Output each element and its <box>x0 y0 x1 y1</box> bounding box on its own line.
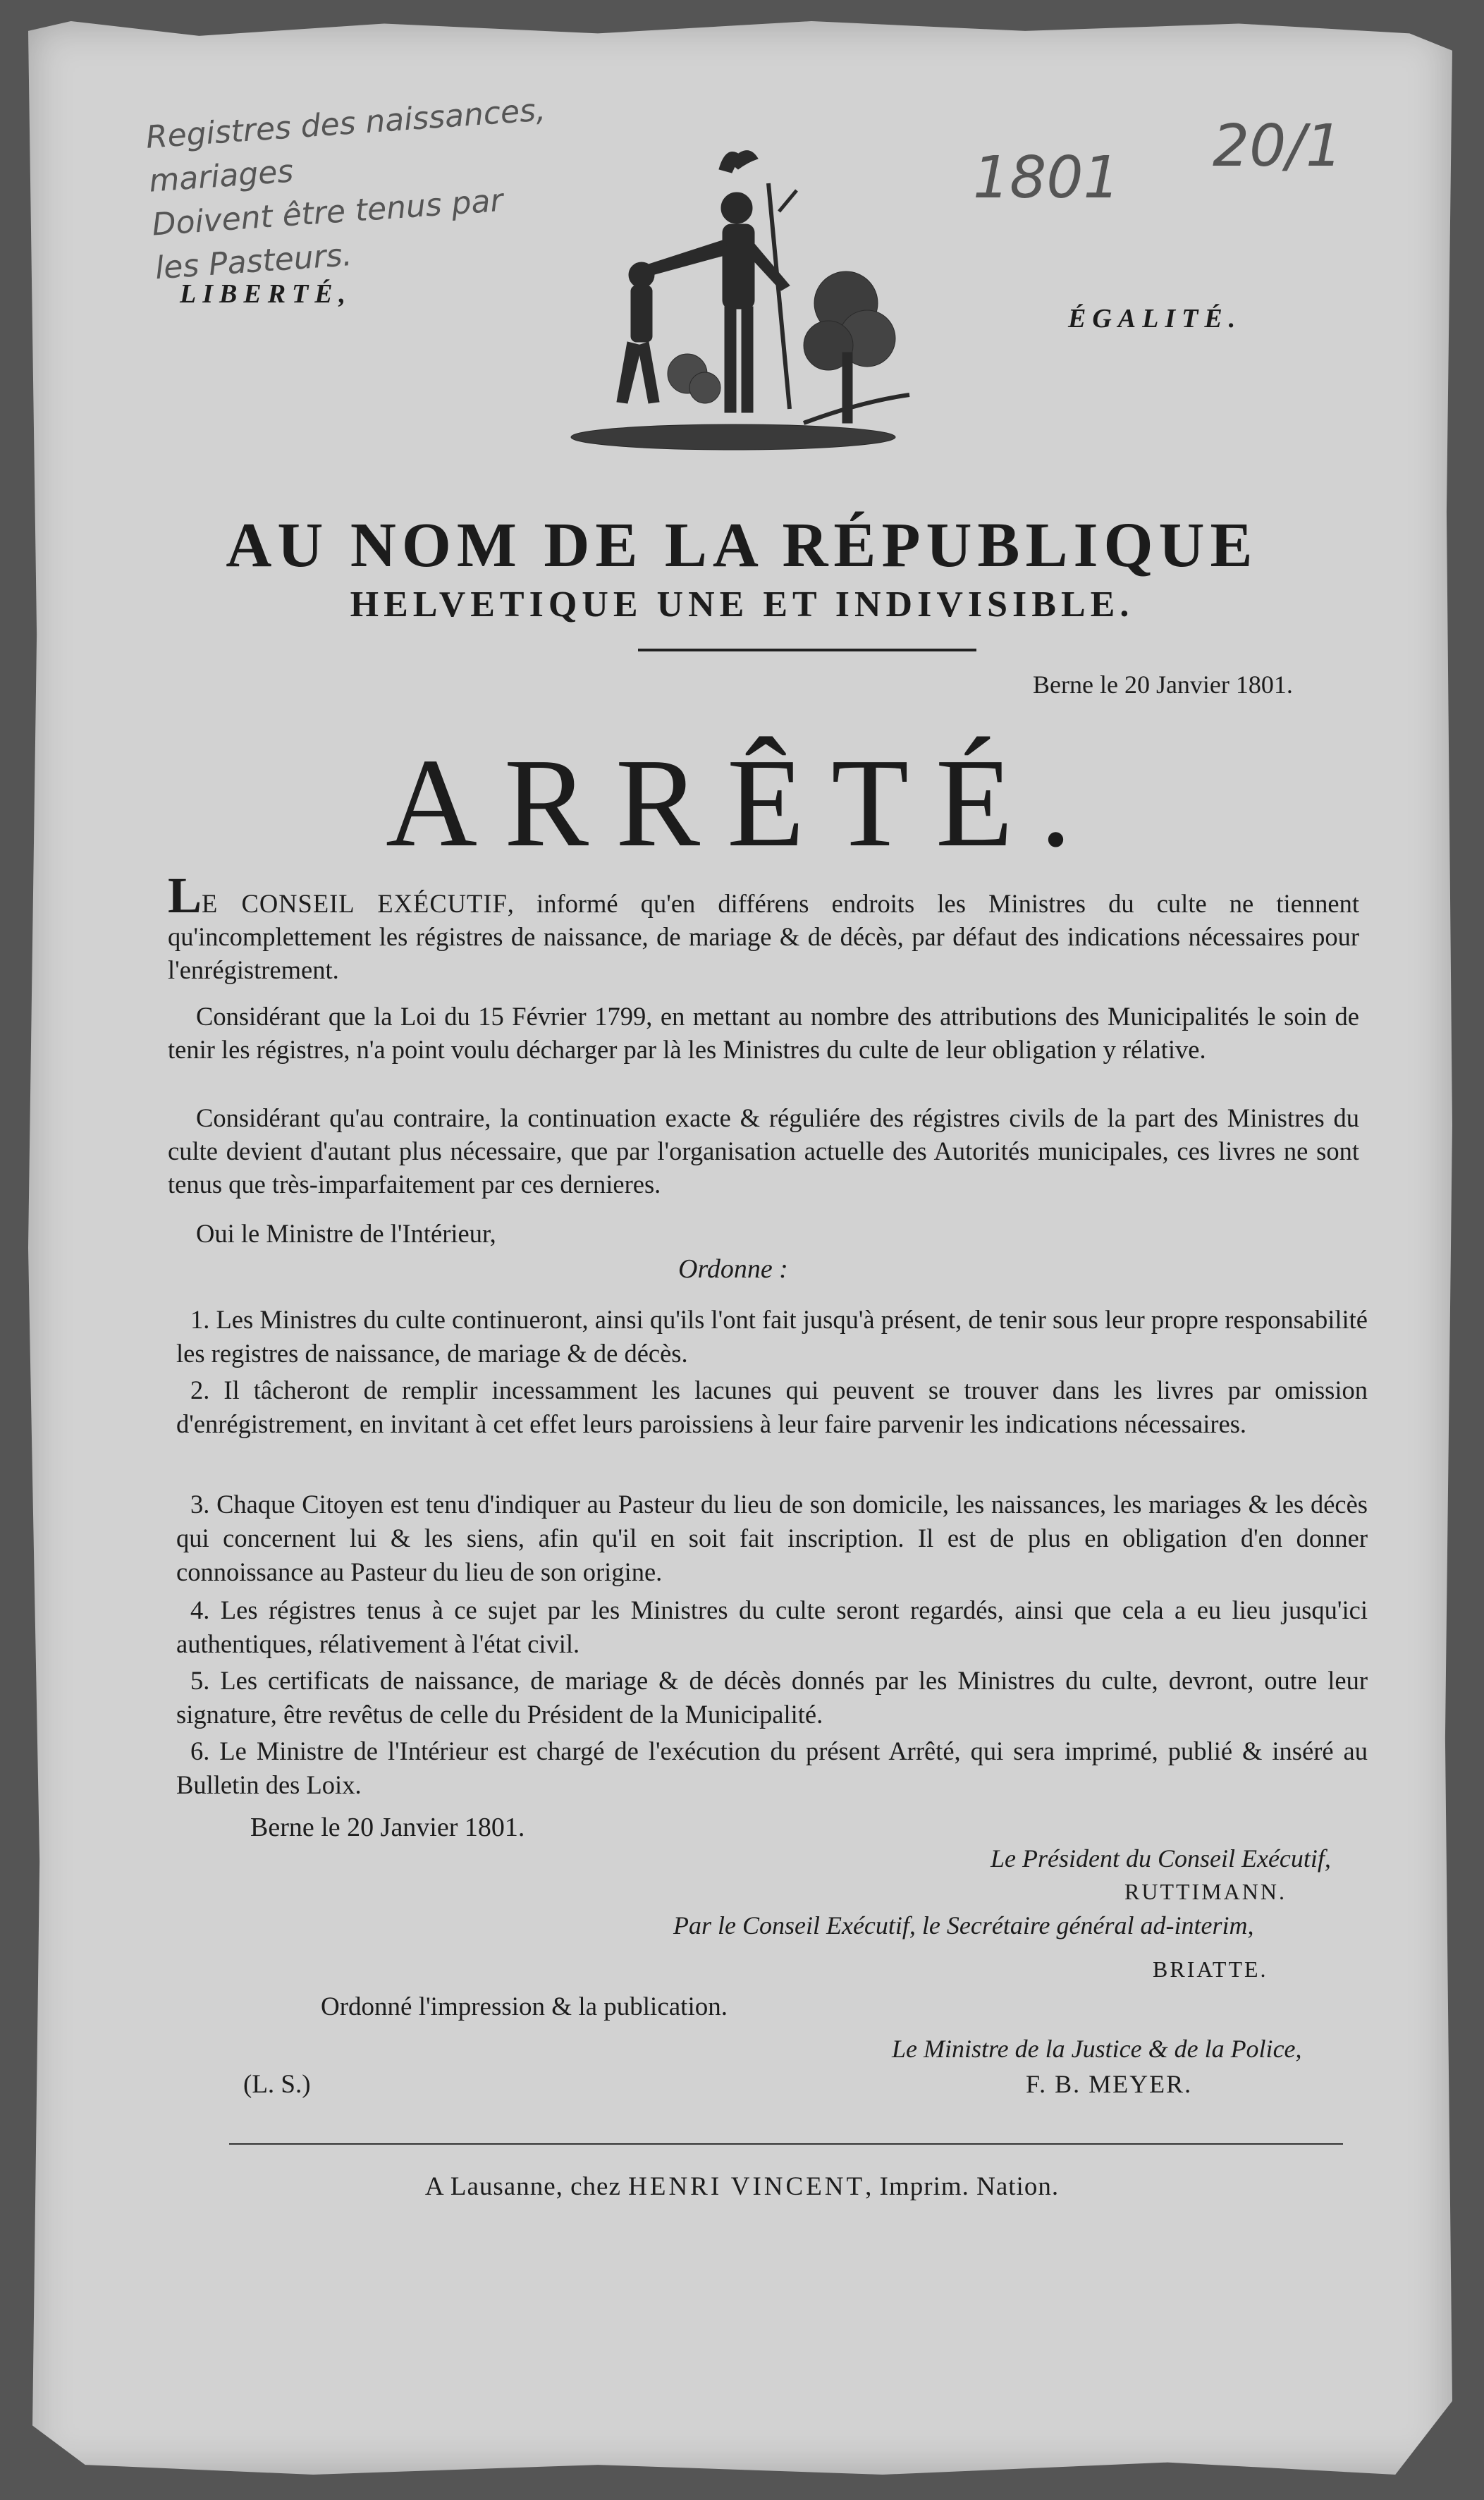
arrete-heading: ARRÊTÉ. <box>386 733 1098 873</box>
minister-name: F. B. MEYER. <box>1026 2070 1193 2098</box>
archive-year: 1801 <box>973 145 1120 212</box>
title-republique: AU NOM DE LA RÉPUBLIQUE <box>226 510 1258 580</box>
article-3: 3. Chaque Citoyen est tenu d'indiquer au Pasteur du lieu de son domicile, les naissances, les mariages & les décès qui concernent lui & les siens, afin qu'il en soit fait inscription. Il est de plus en obligation d'en donner connoissance au Pasteur du lieu de son origine. <box>176 1490 1368 1586</box>
woodcut-vignette <box>536 141 931 458</box>
footer-rule <box>229 2143 1343 2145</box>
motto-liberte: LIBERTÉ, <box>180 279 352 309</box>
article-4: 4. Les régistres tenus à ce sujet par les Ministres du culte seront regardés, ainsi que cela a eu lieu jusqu'ici authentiques, rélativement à l'état civil. <box>176 1595 1368 1658</box>
article-1: 1. Les Ministres du culte continueront, ainsi qu'ils l'ont fait jusqu'à présent, de tenir sous leur propre responsabilité les registres de naissance, de mariage & de décès. <box>176 1305 1368 1368</box>
ordonne: Ordonne : <box>678 1254 788 1284</box>
title-helvetique: HELVETIQUE UNE ET INDIVISIBLE. <box>350 584 1134 625</box>
president-name: RUTTIMANN. <box>1124 1879 1287 1904</box>
printer-name: HENRI VINCENT <box>628 2172 866 2201</box>
considerant-1: Considérant que la Loi du 15 Février 1799, en mettant au nombre des attributions des Municipalités le soin de tenir les régistres, n'a point voulu décharger par là les Ministres du culte de leur obligation y rélative. <box>168 1002 1359 1064</box>
printer-prefix: A Lausanne, chez <box>424 2172 621 2201</box>
dateline: Berne le 20 Janvier 1801. <box>250 1813 525 1842</box>
oui-ministre: Oui le Ministre de l'Intérieur, <box>196 1219 496 1248</box>
secretary-title: Par le Conseil Exécutif, le Secrétaire général ad-interim, <box>673 1911 1254 1940</box>
preamble-paragraph <box>168 867 1359 986</box>
article-5: 5. Les certificats de naissance, de mariage & de décès donnés par les Ministres du culte, devront, outre leur signature, être revêtus de celle du Président de la Municipalité. <box>176 1666 1368 1729</box>
printer-suffix: , Imprim. Nation. <box>865 2172 1060 2201</box>
preamble-rest: , informé qu'en différens endroits les Ministres du culte ne tiennent qu'incomplettement les régistres de naissance, de mariage & de décès, par défaut des indications nécessaires pour l'enrégistrement. <box>168 889 1359 984</box>
seal-mark: (L. S.) <box>243 2070 311 2099</box>
secretary-name: BRIATTE. <box>1153 1956 1268 1982</box>
motto-egalite: ÉGALITÉ. <box>1068 304 1242 333</box>
archive-handwritten-note: Registres des naissances, mariages Doivent être tenus par les Pasteurs. <box>145 92 547 287</box>
conseil-executif: E CONSEIL EXÉCUTIF <box>202 889 508 918</box>
president-title: Le Président du Conseil Exécutif, <box>991 1844 1331 1873</box>
order-line: Ordonné l'impression & la publication. <box>321 1992 728 2021</box>
printer-imprint <box>0 2171 1484 2202</box>
article-2: 2. Il tâcheront de remplir incessamment les lacunes qui peuvent se trouver dans les livres par omission d'enrégistrement, en invitant à cet effet leurs paroissiens à leur faire parvenir les indications nécessaires. <box>176 1375 1368 1438</box>
minister-title: Le Ministre de la Justice & de la Police, <box>892 2035 1302 2063</box>
considerant-2: Considérant qu'au contraire, la continuation exacte & réguliére des régistres civils de la part des Ministres du culte devient d'autant plus nécessaire, que par l'organisation actuelle des Autorités municipales, ces livres ne sont tenus que très-imparfaitement par ces dernieres. <box>168 1103 1359 1199</box>
article-6: 6. Le Ministre de l'Intérieur est chargé de l'exécution du présent Arrêté, qui sera imprimé, publié & inséré au Bulletin des Loix. <box>176 1736 1368 1799</box>
dropcap: L <box>168 867 202 924</box>
archive-reference: 20/1 <box>1213 113 1343 180</box>
title-rule <box>638 649 976 651</box>
place-date: Berne le 20 Janvier 1801. <box>1033 670 1293 699</box>
